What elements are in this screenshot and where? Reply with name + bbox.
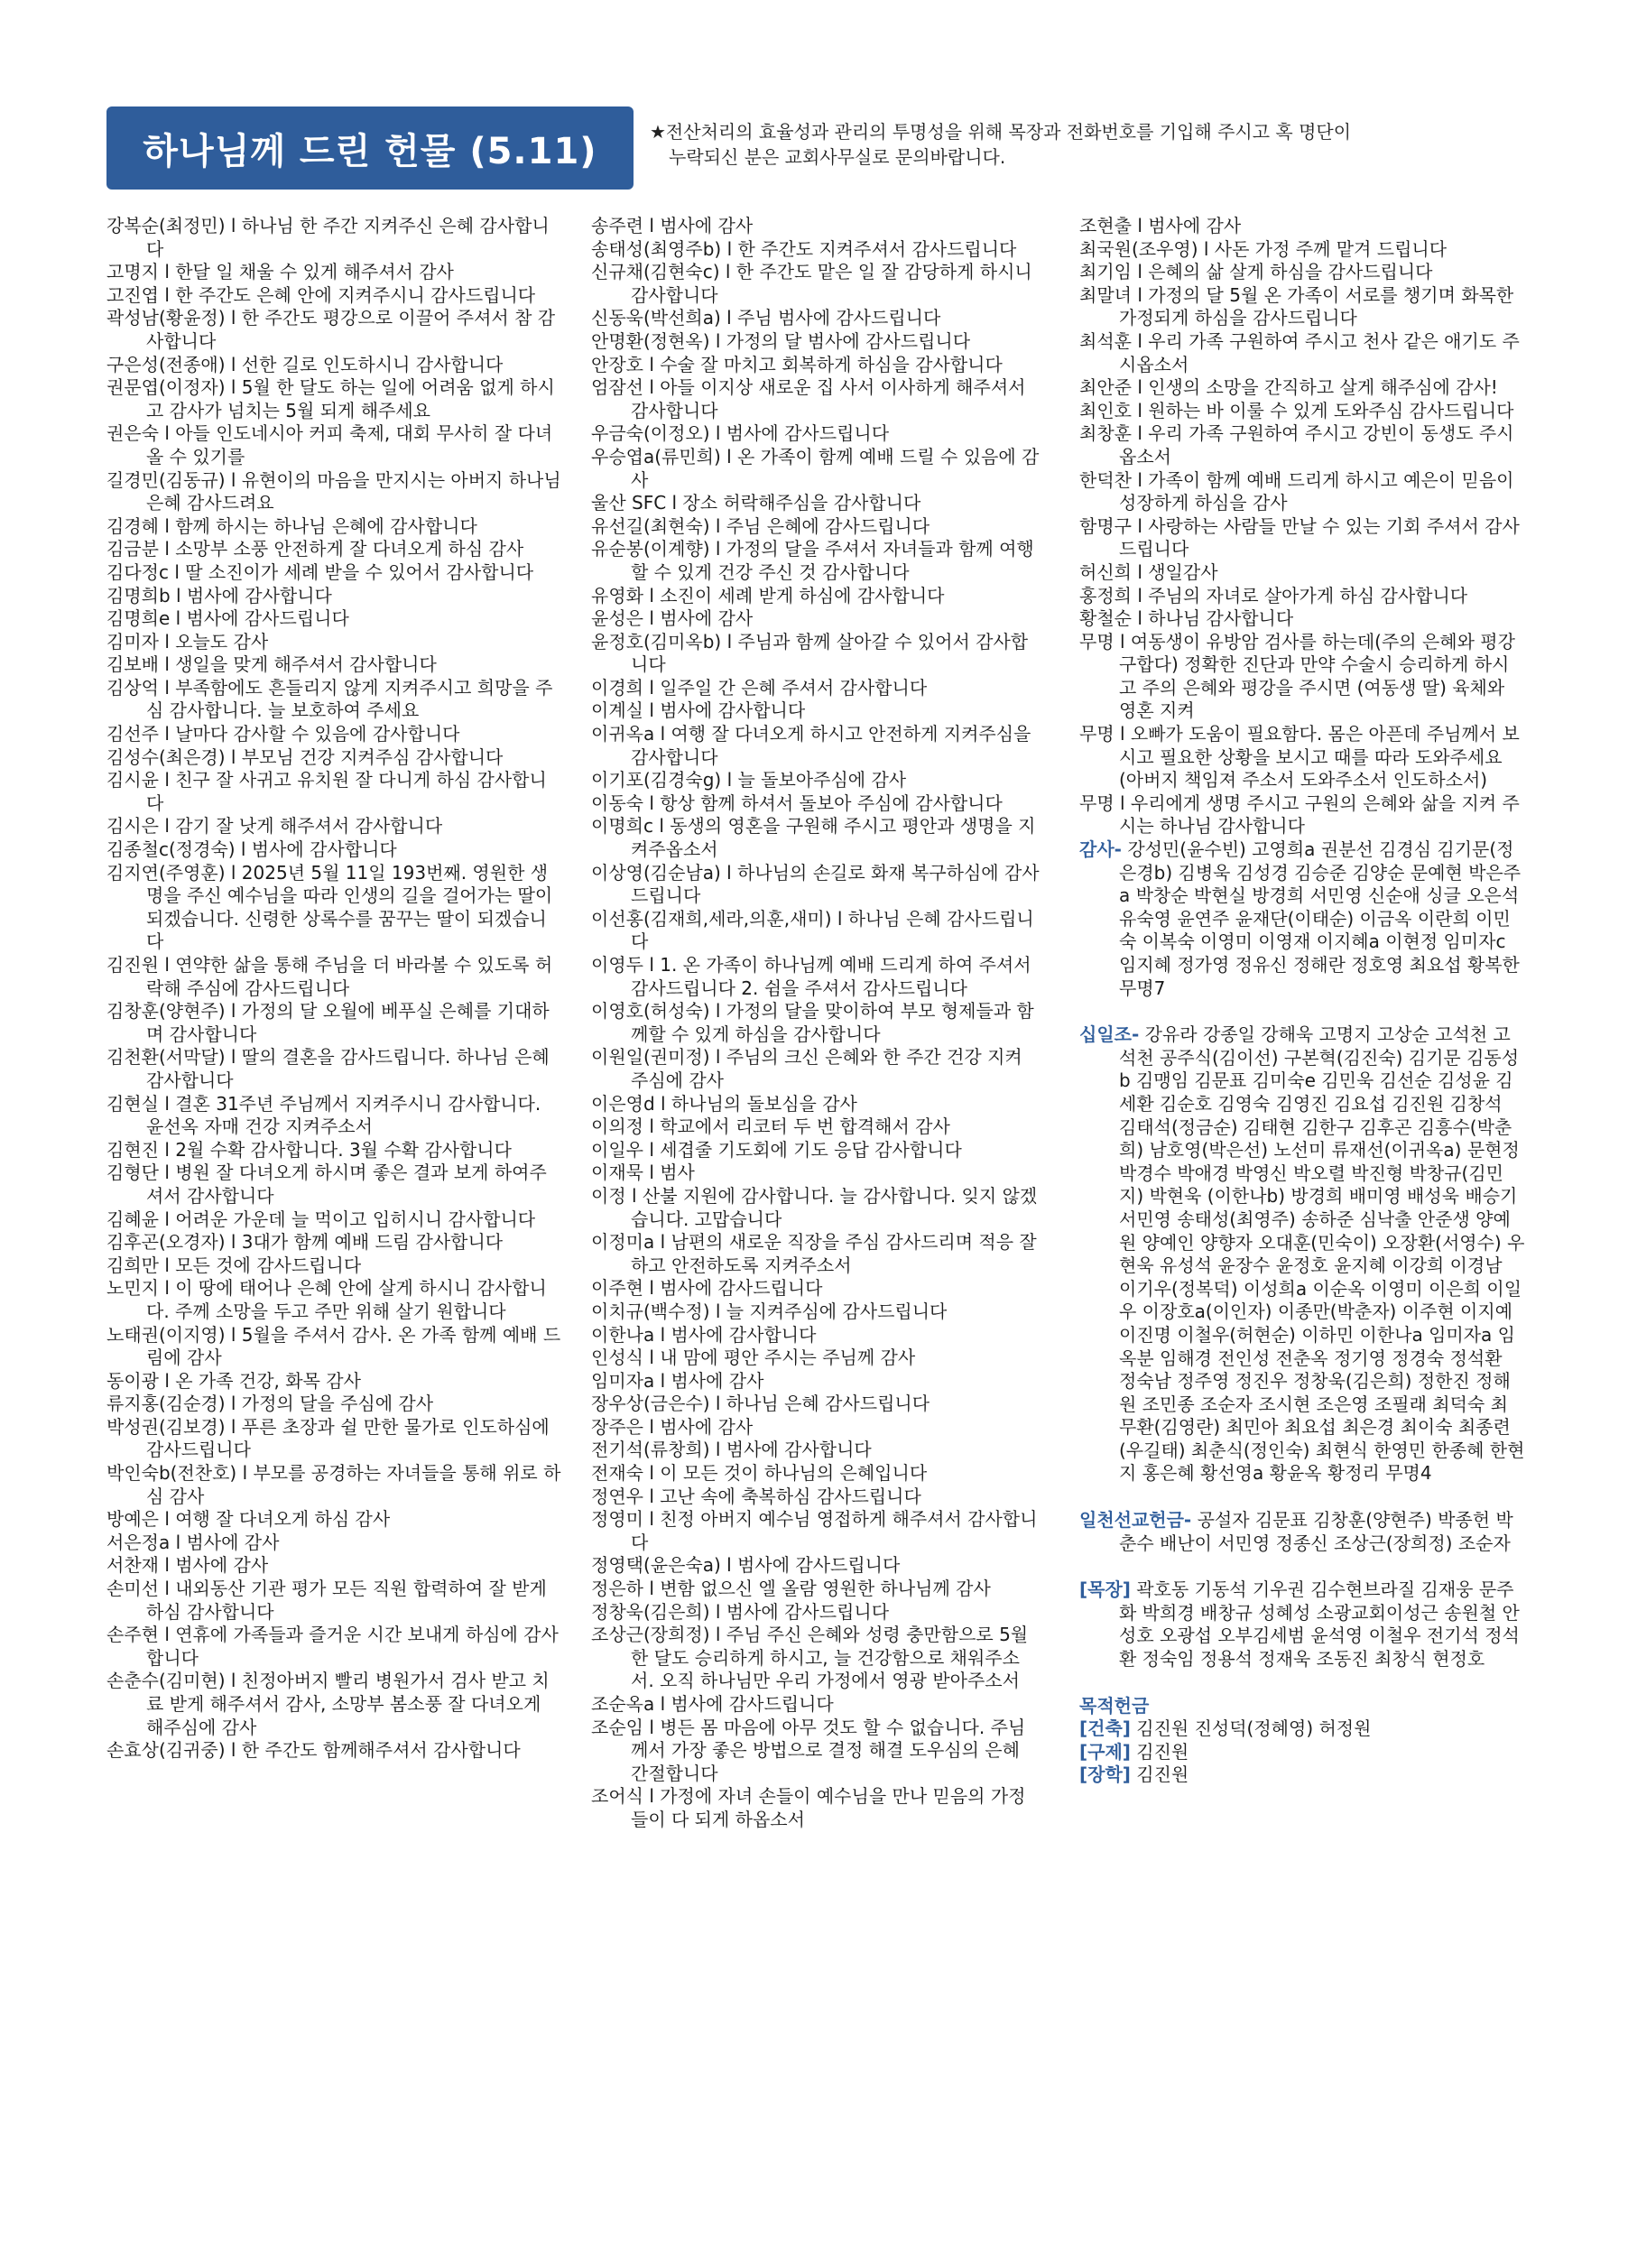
offering-entry: 박인숙b(전찬호) l 부모를 공경하는 자녀들을 통해 위로 하심 감사: [106, 1462, 561, 1507]
offering-entry: 최창훈 l 우리 가족 구원하여 주시고 강빈이 동생도 주시옵소서: [1079, 422, 1514, 467]
purpose-names: 김진원 진성덕(정혜영) 허정원: [1136, 1717, 1372, 1740]
offering-entry: 최석훈 l 우리 가족 구원하여 주시고 천사 같은 애기도 주시옵소서: [1079, 329, 1520, 375]
purpose-label: [장학]: [1079, 1763, 1131, 1786]
offering-entry: 장우상(금은수) l 하나님 은혜 감사드립니다: [591, 1393, 930, 1415]
offering-entry: 이경희 l 일주일 간 은혜 주셔서 감사합니다: [591, 676, 928, 699]
purpose-heading: 목적헌금: [1079, 1694, 1150, 1717]
offering-entry: 김지연(주영훈) l 2025년 5월 11일 193번째. 영원한 생명을 주신 예수님을 따라 인생의 길을 걸어가는 딸이 되겠습니다. 신령한 상록수를 꿈꾸는 딸이 되겠습니다: [106, 861, 553, 953]
offering-entry: 장주은 l 범사에 감사: [591, 1415, 754, 1438]
offering-entry: 신규채(김현숙c) l 한 주간도 맡은 일 잘 감당하게 하시니 감사합니다: [591, 261, 1032, 306]
offering-entry: 이치규(백수정) l 늘 지켜주심에 감사드립니다: [591, 1300, 948, 1322]
offering-entry: 권은숙 l 아들 인도네시아 커피 축제, 대회 무사히 잘 다녀올 수 있기를: [106, 422, 553, 467]
offering-entry: 김후곤(오경자) l 3대가 함께 예배 드림 감사합니다: [106, 1231, 504, 1254]
offering-entry: 권문엽(이정자) l 5월 한 달도 하는 일에 어려움 없게 하시고 감사가 넘치는 5월 되게 해주세요: [106, 376, 555, 421]
offering-entry: 조현출 l 범사에 감사: [1079, 215, 1242, 236]
offering-entry: 이선홍(김재희,세라,의훈,새미) l 하나님 은혜 감사드립니다: [591, 907, 1034, 953]
offering-entry: 서은정a l 범사에 감사: [106, 1531, 280, 1553]
offering-entry: 이영두 l 1. 온 가족이 하나님께 예배 드리게 하여 주셔서 감사드립니다 2. 쉼을 주셔서 감사드립니다: [591, 954, 1031, 999]
column-3-entries: [1079, 215, 1525, 838]
offering-entry: 고명지 l 한달 일 채울 수 있게 해주셔서 감사: [106, 261, 454, 283]
offering-entry: 이계실 l 범사에 감사합니다: [591, 699, 806, 722]
offering-entry: 이은영d l 하나님의 돌보심을 감사: [591, 1092, 857, 1115]
offering-entry: 무명 l 우리에게 생명 주시고 구원의 은혜와 삶을 지켜 주시는 하나님 감사합니다: [1079, 791, 1520, 838]
offering-entry: 임미자a l 범사에 감사: [591, 1369, 764, 1392]
notice-line: 누락되신 분은 교회사무실로 문의바랍니다.: [669, 146, 1006, 168]
offering-groups: [1079, 838, 1525, 1671]
group-names: 공설자 김문표 김창훈(양현주) 박종헌 박춘수 배난이 서민영 정종신 조상근(장희정) 조순자: [1119, 1509, 1513, 1554]
offering-entry: 정연우 l 고난 속에 축복하심 감사드립니다: [591, 1485, 921, 1507]
offering-entry: 최안준 l 인생의 소망을 간직하고 살게 해주심에 감사!: [1079, 376, 1498, 399]
offering-entry: 김창훈(양현주) l 가정의 달 오월에 베푸실 은혜를 기대하며 감사합니다: [106, 1000, 550, 1045]
offering-entry: 신동욱(박선희a) l 주님 범사에 감사드립니다: [591, 307, 941, 329]
offering-entry: 전기석(류창희) l 범사에 감사합니다: [591, 1439, 872, 1461]
offering-entry: 최기임 l 은혜의 삶 살게 하심을 감사드립니다: [1079, 261, 1433, 283]
offering-entry: 김혜윤 l 어려운 가운데 늘 먹이고 입히시니 감사합니다: [106, 1208, 536, 1230]
group-names: 곽호동 기동석 기우권 김수현브라질 김재웅 문주화 박희경 배창규 성혜성 소광교회이성근 송원철 안성호 오광섭 오부김세범 윤석영 이철우 전기석 정석환 정숙임 정용석 정재욱 조동진 최창식 현정호: [1119, 1578, 1520, 1671]
offering-entry: 김희만 l 모든 것에 감사드립니다: [106, 1254, 362, 1276]
offering-entry: 류지홍(김순경) l 가정의 달을 주심에 감사: [106, 1393, 434, 1415]
offering-entry: 김시윤 l 친구 잘 사귀고 유치원 잘 다니게 하심 감사합니다: [106, 769, 547, 814]
purpose-label: [건축]: [1079, 1717, 1131, 1740]
offering-entry: 이상영(김순남a) l 하나님의 손길로 화재 복구하심에 감사드립니다: [591, 861, 1040, 907]
offering-entry: 정창욱(김은희) l 범사에 감사드립니다: [591, 1600, 890, 1623]
offering-entry: 노민지 l 이 땅에 태어나 은혜 안에 살게 하시니 감사합니다. 주께 소망을 두고 주만 위해 살기 원합니다: [106, 1277, 547, 1322]
offering-entry: 우금숙(이정오) l 범사에 감사드립니다: [591, 422, 890, 445]
offering-entry: 김명희b l 범사에 감사합니다: [106, 584, 332, 606]
offering-entry: 손미선 l 내외동산 기관 평가 모든 직원 합력하여 잘 받게 하심 감사합니다: [106, 1578, 547, 1623]
offering-entry: 정영택(윤은숙a) l 범사에 감사드립니다: [591, 1554, 901, 1577]
purpose-offering: [1079, 1695, 1525, 1787]
offering-entry: 손효상(김귀중) l 한 주간도 함께해주셔서 감사합니다: [106, 1739, 521, 1762]
group-label: 일천선교헌금-: [1079, 1509, 1192, 1532]
offering-entry: 전재숙 l 이 모든 것이 하나님의 은혜입니다: [591, 1462, 928, 1485]
offering-entry: 안장호 l 수술 잘 마치고 회복하게 하심을 감사합니다: [591, 353, 1003, 375]
offering-entry: 고진엽 l 한 주간도 은혜 안에 지켜주시니 감사드립니다: [106, 283, 536, 306]
offering-entry: 이명희c l 동생의 영혼을 구원해 주시고 평안과 생명을 지켜주옵소서: [591, 815, 1036, 861]
group-names: 강유라 강종일 강해욱 고명지 고상순 고석천 고석천 공주식(김이선) 구본혁(김진숙) 김기문 김동성b 김맹임 김문표 김미숙e 김민욱 김선순 김성윤 김세환 김순호 김영숙 김영진 김요섭 김진원 김창석 김태석(정금순) 김태현 김한구 김후곤 김흥수(박춘희) 남호영(박은선) 노선미 류재선(이귀옥a) 문현정 박경수 박애경 박영신 박오렬 박진형 박창규(김민지) 박현욱 (이한나b) 방경희 배미영 배성욱 배승기 서민영 송태성(최영주) 송하준 심낙출 안준생 양예원 양예인 양향자 오대훈(민숙이) 오장환(서영수) 우현욱 유성석 윤장수 윤정호 윤지혜 이강희 이경남 이기우(정복덕) 이성희a 이순옥 이영미 이은희 이일우 이장호a(이인자) 이종만(박춘자) 이주현 이지예 이진명 이철우(허현순) 이하민 이한나a 임미자a 임옥분 임해경 전인성 전춘옥 정기영 정경숙 정석환 정숙남 정주영 정진우 정창욱(김은희) 정한진 정해원 조민종 조순자 조시현 조은영 조필래 최덕숙 최무환(김영란) 최민아 최요섭 최은경 최이숙 최종련(우길태) 최춘식(정인숙) 최현식 한영민 한종혜 한현지 홍은혜 황선영a 황윤옥 황정리 무명4: [1119, 1023, 1525, 1485]
offering-entry: 김금분 l 소망부 소풍 안전하게 잘 다녀오게 하심 감사: [106, 538, 524, 560]
offering-entry: 이한나a l 범사에 감사합니다: [591, 1323, 817, 1346]
notice: [650, 119, 1516, 170]
offering-entry: 이정미a l 남편의 새로운 직장을 주심 감사드리며 적응 잘하고 안전하도록 지켜주소서: [591, 1231, 1037, 1276]
offering-entry: 정은하 l 변함 없으신 엘 올람 영원한 하나님께 감사: [591, 1578, 991, 1600]
offering-entry: 무명 l 여동생이 유방암 검사를 하는데(주의 은혜와 평강 구합다) 정확한 진단과 만약 수술시 승리하게 하시고 주의 은혜와 평강을 주시면 (여동생 딸) 육체와 영혼 지켜: [1079, 630, 1515, 722]
offering-group: [1079, 1023, 1525, 1486]
offering-entry: 이정 l 산불 지원에 감사합니다. 늘 감사합니다. 잊지 않겠습니다. 고맙습니다: [591, 1184, 1038, 1230]
offering-group: [1079, 1509, 1525, 1555]
offering-entry: 김보배 l 생일을 맞게 해주셔서 감사합니다: [106, 653, 437, 676]
offering-entry: 윤성은 l 범사에 감사: [591, 607, 754, 630]
offering-entry: 손춘수(김미현) l 친정아버지 빨리 병원가서 검사 받고 치료 받게 해주셔서 감사, 소망부 봄소풍 잘 다녀오게 해주심에 감사: [106, 1670, 550, 1738]
offering-entry: 손주현 l 연휴에 가족들과 즐거운 시간 보내게 하심에 감사합니다: [106, 1624, 559, 1669]
offering-entry: 최말녀 l 가정의 달 5월 온 가족이 서로를 챙기며 화목한 가정되게 하심을 감사드립니다: [1079, 283, 1514, 329]
offering-entry: 허신희 l 생일감사: [1079, 560, 1218, 583]
page-title: 하나님께 드린 헌물 (5.11): [106, 106, 634, 190]
offering-entry: 우승엽a(류민희) l 온 가족이 함께 예배 드릴 수 있음에 감사: [591, 445, 1040, 491]
column-3: [1079, 215, 1525, 1787]
offering-group: [1079, 1578, 1525, 1671]
offering-entry: 한덕찬 l 가족이 함께 예배 드리게 하시고 예은이 믿음이 성장하게 하심을 감사: [1079, 468, 1514, 514]
offering-entry: 조순옥a l 범사에 감사드립니다: [591, 1693, 834, 1715]
column-1: [106, 215, 562, 1763]
offering-entry: 김다정c l 딸 소진이가 세례 받을 수 있어서 감사합니다: [106, 560, 534, 583]
offering-entry: 유영화 l 소진이 세례 받게 하심에 감사합니다: [591, 584, 945, 606]
offering-entry: 박성권(김보경) l 푸른 초장과 쉴 만한 물가로 인도하심에 감사드립니다: [106, 1415, 550, 1461]
offering-entry: 정영미 l 친정 아버지 예수님 영접하게 해주셔서 감사합니다: [591, 1508, 1038, 1553]
offering-entry: 김성수(최은경) l 부모님 건강 지켜주심 감사합니다: [106, 745, 504, 768]
offering-entry: 최국원(조우영) l 사돈 가정 주께 맡겨 드립니다: [1079, 237, 1448, 260]
offering-entry: 황철순 l 하나님 감사합니다: [1079, 607, 1294, 630]
offering-entry: 이원일(권미정) l 주님의 크신 은혜와 한 주간 건강 지켜 주심에 감사: [591, 1046, 1022, 1091]
notice-line: ★전산처리의 효율성과 관리의 투명성을 위해 목장과 전화번호를 기입해 주시고 혹 명단이: [650, 121, 1352, 143]
group-label: 감사-: [1079, 838, 1122, 861]
offering-entry: 안명환(정현옥) l 가정의 달 범사에 감사드립니다: [591, 329, 971, 352]
offering-entry: 구은성(전종애) l 선한 길로 인도하시니 감사합니다: [106, 353, 504, 375]
group-label: [목장]: [1079, 1578, 1131, 1601]
offering-entry: 이동숙 l 항상 함께 하셔서 돌보아 주심에 감사합니다: [591, 791, 1003, 814]
offering-entry: 김명희e l 범사에 감사드립니다: [106, 607, 349, 630]
offering-entry: 김시은 l 감기 잘 낫게 해주셔서 감사합니다: [106, 815, 443, 838]
offering-entry: 인성식 l 내 맘에 평안 주시는 주님께 감사: [591, 1347, 916, 1369]
offering-entry: 김현진 l 2월 수확 감사합니다. 3월 수확 감사합니다: [106, 1138, 512, 1161]
offering-entry: 이기포(김경숙g) l 늘 돌보아주심에 감사: [591, 769, 907, 791]
offering-entry: 동이광 l 온 가족 건강, 화목 감사: [106, 1369, 361, 1392]
offering-entry: 노태권(이지영) l 5월을 주셔서 감사. 온 가족 함께 예배 드림에 감사: [106, 1323, 561, 1369]
offering-entry: 최인호 l 원하는 바 이룰 수 있게 도와주심 감사드립니다: [1079, 399, 1514, 421]
offering-entry: 김상억 l 부족함에도 흔들리지 않게 지켜주시고 희망을 주심 감사합니다. 늘 보호하여 주세요: [106, 676, 553, 722]
offering-entry: 이주현 l 범사에 감사드립니다: [591, 1277, 823, 1300]
group-names: 강성민(윤수빈) 고영희a 권분선 김경심 김기문(정은경b) 김병욱 김성경 김승준 김양순 문예현 박은주a 박창순 박현실 방경희 서민영 신순애 싱글 오은석 유숙영 윤연주 윤재단(이태순) 이금옥 이란희 이민숙 이복숙 이영미 이영재 이지혜a 이현정 임미자c 임지혜 정가영 정유신 정해란 정호영 최요섭 황복한 무명7: [1119, 838, 1522, 999]
offering-entry: 서찬재 l 범사에 감사: [106, 1554, 269, 1577]
offering-entry: 김천환(서막달) l 딸의 결혼을 감사드립니다. 하나님 은혜 감사합니다: [106, 1046, 550, 1091]
offering-entry: 이귀옥a l 여행 잘 다녀오게 하시고 안전하게 지켜주심을 감사합니다: [591, 723, 1031, 768]
offering-entry: 김형단 l 병원 잘 다녀오게 하시며 좋은 결과 보게 하여주셔서 감사합니다: [106, 1162, 547, 1207]
offering-entry: 함명구 l 사랑하는 사람들 만날 수 있는 기회 주셔서 감사드립니다: [1079, 514, 1520, 560]
purpose-names: 김진원: [1136, 1763, 1189, 1786]
offering-entry: 방예은 l 여행 잘 다녀오게 하심 감사: [106, 1508, 391, 1531]
offering-entry: 조어식 l 가정에 자녀 손들이 예수님을 만나 믿음의 가정들이 다 되게 하옵소서: [591, 1785, 1026, 1830]
offering-entry: 홍정희 l 주님의 자녀로 살아가게 하심 감사합니다: [1079, 584, 1468, 606]
offering-entry: 송태성(최영주b) l 한 주간도 지켜주셔서 감사드립니다: [591, 237, 1017, 260]
offering-entry: 이의정 l 학교에서 리코터 두 번 합격해서 감사: [591, 1115, 950, 1138]
offering-group: [1079, 838, 1525, 1000]
offering-entry: 김현실 l 결혼 31주년 주님께서 지켜주시니 감사합니다. 윤선옥 자매 건강 지켜주소서: [106, 1092, 541, 1138]
offering-entry: 이일우 l 세겹줄 기도회에 기도 응답 감사합니다: [591, 1138, 962, 1161]
purpose-item: [1079, 1741, 1525, 1764]
offering-entry: 김진원 l 연약한 삶을 통해 주님을 더 바라볼 수 있도록 허락해 주심에 감사드립니다: [106, 954, 553, 999]
offering-entry: 유순봉(이계향) l 가정의 달을 주셔서 자녀들과 함께 여행할 수 있게 건강 주신 것 감사합니다: [591, 538, 1034, 583]
offering-entry: 조순임 l 병든 몸 마음에 아무 것도 할 수 없습니다. 주님께서 가장 좋은 방법으로 결정 해결 도우심의 은혜 간절합니다: [591, 1716, 1026, 1784]
offering-entry: 길경민(김동규) l 유현이의 마음을 만지시는 아버지 하나님 은혜 감사드려요: [106, 468, 561, 514]
purpose-label: [구제]: [1079, 1740, 1131, 1763]
column-2: [591, 215, 1042, 1832]
group-label: 십일조-: [1079, 1023, 1140, 1046]
offering-entry: 이재묵 l 범사: [591, 1162, 695, 1184]
offering-entry: 울산 SFC l 장소 허락해주심을 감사합니다: [591, 492, 921, 514]
offering-entry: 강복순(최정민) l 하나님 한 주간 지켜주신 은혜 감사합니다: [106, 215, 550, 260]
offering-entry: 무명 l 오빠가 도움이 필요함다. 몸은 아픈데 주님께서 보시고 필요한 상황을 보시고 때를 따라 도와주세요 (아버지 책임져 주소서 도와주소서 인도하소서): [1079, 723, 1520, 791]
offering-entry: 윤정호(김미옥b) l 주님과 함께 살아갈 수 있어서 감사합니다: [591, 630, 1029, 676]
offering-entry: 곽성남(황윤정) l 한 주간도 평강으로 이끌어 주셔서 참 감사합니다: [106, 307, 556, 352]
purpose-names: 김진원: [1136, 1740, 1189, 1763]
offering-entry: 김미자 l 오늘도 감사: [106, 630, 269, 653]
offering-entry: 송주련 l 범사에 감사: [591, 215, 754, 236]
offering-entry: 이영호(허성숙) l 가정의 달을 맞이하여 부모 형제들과 함께할 수 있게 하심을 감사합니다: [591, 1000, 1034, 1045]
offering-entry: 엄잠선 l 아들 이지상 새로운 집 사서 이사하게 해주셔서 감사합니다: [591, 376, 1026, 421]
purpose-item: [1079, 1763, 1525, 1787]
offering-entry: 김경혜 l 함께 하시는 하나님 은혜에 감사합니다: [106, 514, 477, 537]
offering-entry: 김선주 l 날마다 감사할 수 있음에 감사합니다: [106, 723, 460, 745]
offering-entry: 김종철c(정경숙) l 범사에 감사합니다: [106, 838, 397, 861]
purpose-items: [1079, 1717, 1525, 1787]
offering-entry: 유선길(최현숙) l 주님 은혜에 감사드립니다: [591, 514, 930, 537]
offering-entry: 조상근(장희정) l 주님 주신 은혜와 성령 충만함으로 5월 한 달도 승리하게 하시고, 늘 건강함으로 채워주소서. 오직 하나님만 우리 가정에서 영광 받아주소서: [591, 1624, 1029, 1692]
purpose-item: [1079, 1717, 1525, 1741]
